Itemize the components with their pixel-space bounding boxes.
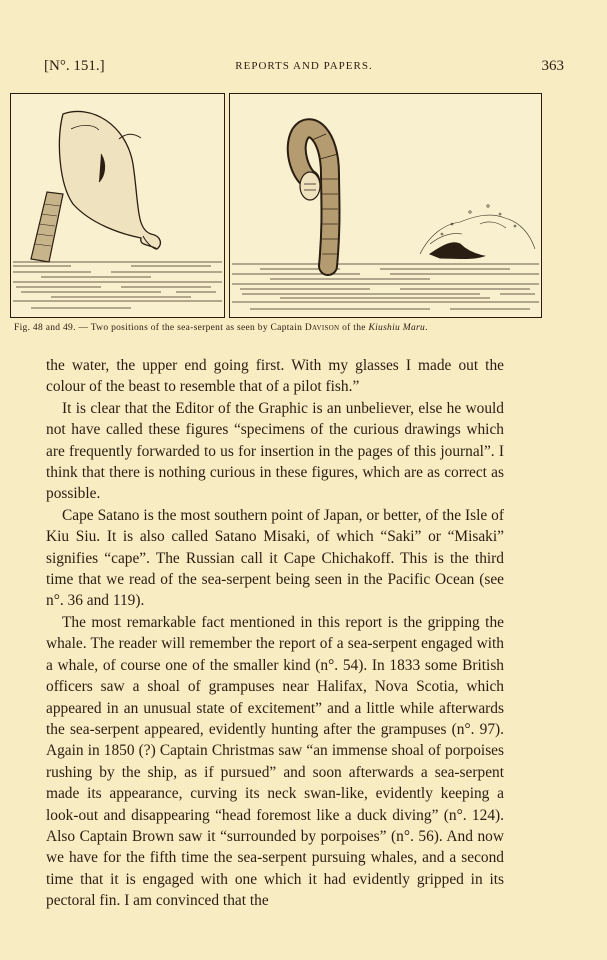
- caption-text: Fig. 48 and 49. — Two positions of the sea-serpent as seen by Captain: [14, 323, 305, 333]
- paragraph: The most remarkable fact mentioned in this report is the gripping the whale. The reader will remember the report of a sea-serpent engaged with a whale, of course one of the smaller kind (n°. 54). In 1833 some British officers saw a shoal of grampuses near Halifax, Nova Scotia, which appeared in an unusual state of excitement” and a little while afterwards the sea-serpent appeared, evidently hunting after the grampuses (n°. 97). Again in 1850 (?) Captain Christmas saw “an immense shoal of porpoises rushing by the ship, as if pursued” and soon afterwards a sea-serpent made its appearance, curving its neck swan-like, evidently keeping a look-out and disappearing “head foremost like a duck diving” (n°. 124). Also Captain Brown saw it “surrounded by porpoises” (n°. 56). And now we have for the fifth time the sea-serpent pursuing whales, and a second time that it is engaged with one which it had evidently gripped in its pectoral fin. I am convinced that the: [46, 613, 504, 910]
- figure-panel: [10, 93, 540, 318]
- figure-49: [229, 93, 542, 318]
- caption-text-2: of the: [339, 323, 369, 333]
- paragraph: the water, the upper end going first. With my glasses I made out the colour of the beast to resemble that of a pilot fish.”: [46, 357, 504, 396]
- figure-caption: [14, 323, 544, 333]
- paragraph: It is clear that the Editor of the Graphic is an unbeliever, else he would not have called these figures “specimens of the curious drawings which are frequently forwarded to us for insertion in the pages of this journal”. I think that there is nothing curious in these figures, which are as correct as possible.: [46, 399, 504, 503]
- caption-ship-name: Kiushiu Maru: [368, 323, 426, 333]
- running-header: [44, 58, 564, 80]
- paragraph: Cape Satano is the most southern point of Japan, or better, of the Isle of Kiu Siu. It is also called Satano Misaki, of which “Saki” or “Misaki” signifies “cape”. The Russian call it Cape Chichakoff. This is the third time that we read of the sea-serpent being seen in the Pacific Ocean (see n°. 36 and 119).: [46, 506, 504, 610]
- running-title: REPORTS AND PAPERS.: [235, 60, 373, 72]
- figure-48: [10, 93, 225, 318]
- page-number: 363: [541, 58, 564, 74]
- report-number: [N°. 151.]: [44, 58, 105, 74]
- sea-serpent-whale-illustration: [11, 94, 224, 317]
- body-text: [46, 355, 504, 912]
- caption-period: .: [425, 323, 428, 333]
- sea-serpent-neck-illustration: [230, 94, 541, 317]
- caption-captain-name: Davison: [304, 323, 340, 333]
